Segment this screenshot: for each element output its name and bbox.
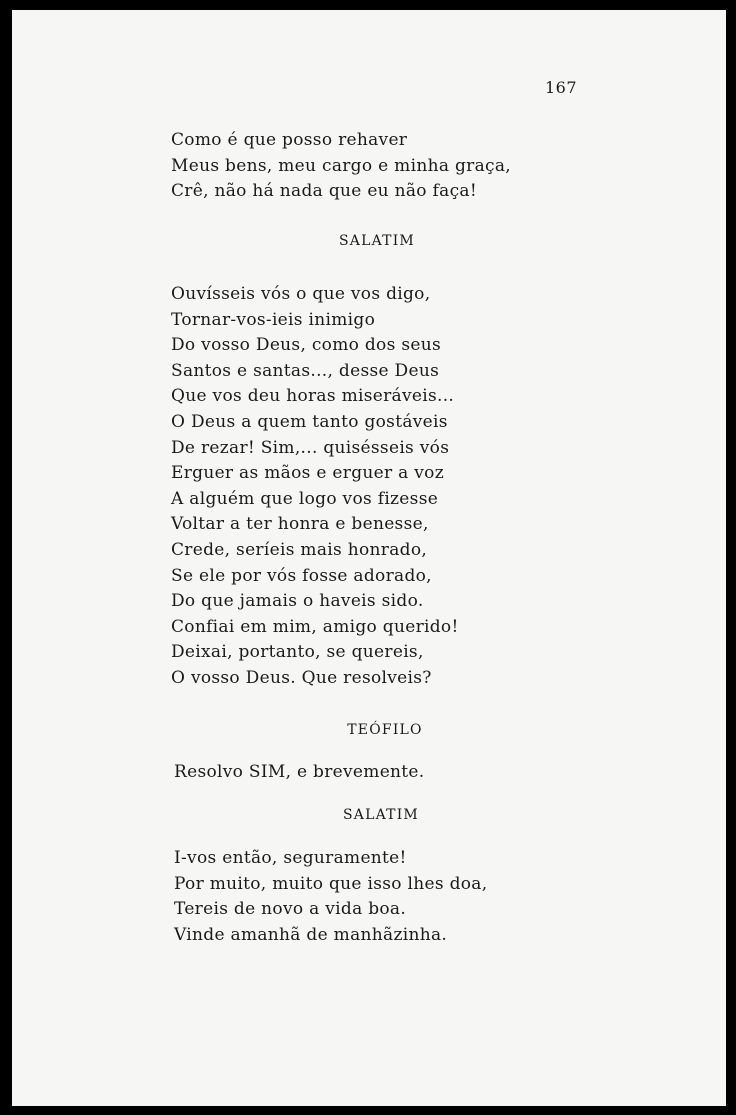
verse-line: Ouvísseis vós o que vos digo, xyxy=(171,284,431,304)
speaker-name-salatim: SALATIM xyxy=(339,233,415,249)
speaker-name-salatim: SALATIM xyxy=(343,807,419,823)
verse-line: Tornar-vos-ieis inimigo xyxy=(171,309,376,330)
verse-line: Crê, não há nada que eu não faça! xyxy=(171,181,477,202)
speaker-name-teofilo: TEÓFILO xyxy=(347,722,423,738)
verse-line: Tereis de novo a vida boa. xyxy=(174,899,407,920)
book-page xyxy=(12,10,726,1106)
verse-line: A alguém que logo vos fizesse xyxy=(171,488,439,509)
verse-line: Crede, seríeis mais honrado, xyxy=(171,539,428,560)
verse-line: I-vos então, seguramente! xyxy=(174,848,407,868)
verse-line: Santos e santas..., desse Deus xyxy=(171,360,440,381)
stanza-1 xyxy=(171,128,511,205)
verse-line: Como é que posso rehaver xyxy=(171,130,408,150)
verse-line: De rezar! Sim,... quisésseis vós xyxy=(171,437,450,458)
verse-line: Do que jamais o haveis sido. xyxy=(171,591,424,612)
page-number: 167 xyxy=(545,78,578,97)
verse-line: Vinde amanhã de manhãzinha. xyxy=(174,924,448,945)
stanza-2 xyxy=(171,282,459,692)
verse-line: Voltar a ter honra e benesse, xyxy=(171,514,429,535)
verse-line: O Deus a quem tanto gostáveis xyxy=(171,411,448,432)
verse-line: Por muito, muito que isso lhes doa, xyxy=(174,873,488,894)
verse-line: Se ele por vós fosse adorado, xyxy=(171,565,432,586)
verse-line: Meus bens, meu cargo e minha graça, xyxy=(171,155,511,176)
verse-line: Do vosso Deus, como dos seus xyxy=(171,335,441,356)
stanza-3 xyxy=(174,760,425,786)
verse-line: Que vos deu horas miseráveis... xyxy=(171,386,455,407)
stanza-4 xyxy=(174,846,487,948)
verse-line: Resolvo SIM, e brevemente. xyxy=(174,762,425,782)
verse-line: O vosso Deus. Que resolveis? xyxy=(171,667,432,688)
verse-line: Deixai, portanto, se quereis, xyxy=(171,642,424,663)
verse-line: Confiai em mim, amigo querido! xyxy=(171,616,459,637)
verse-line: Erguer as mãos e erguer a voz xyxy=(171,463,444,484)
